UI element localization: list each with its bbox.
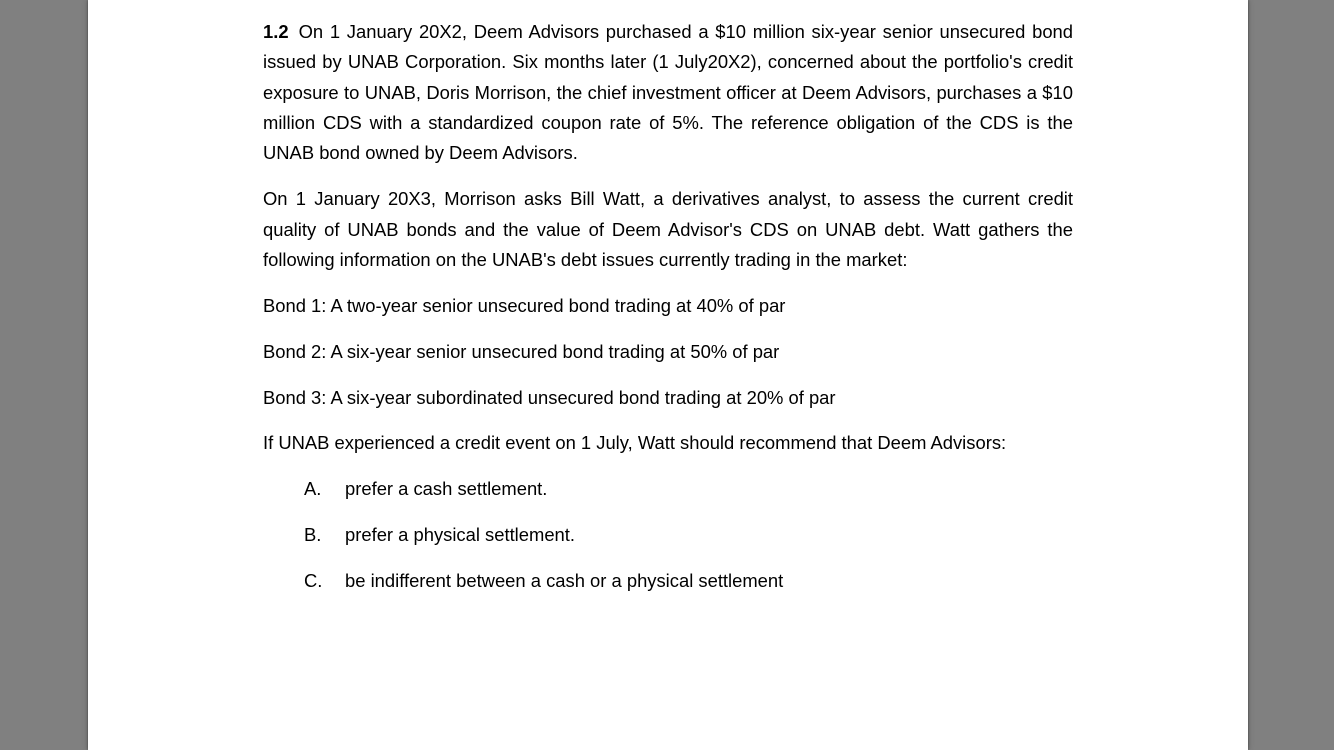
bond-2-line: Bond 2: A six-year senior unsecured bond trading at 50% of par — [263, 341, 780, 363]
question-stem: If UNAB experienced a credit event on 1 July, Watt should recommend that Deem Advisors: — [263, 432, 1007, 454]
option-text: prefer a physical settlement. — [345, 523, 575, 545]
intro-text: On 1 January 20X2, Deem Advisors purchased a $10 million six-year senior unsecured bond issued by UNAB Corporation. Six months later (1 July20X2), concerned about the portfolio's credit exposure to UNAB, Doris Morrison, the chief investment officer at Deem Advisors, purchases a $10 million CDS with a standardized coupon rate of 5%. The reference obligation of the CDS is the UNAB bond owned by Deem Advisors. — [263, 21, 1073, 164]
option-text: be indifferent between a cash or a physical settlement — [345, 569, 784, 591]
option-text: prefer a cash settlement. — [345, 478, 548, 500]
question-number: 1.2 — [263, 21, 289, 42]
option-letter: A. — [304, 478, 322, 500]
option-c[interactable] — [263, 566, 1073, 596]
bond-3-line: Bond 3: A six-year subordinated unsecured bond trading at 20% of par — [263, 386, 836, 408]
context-paragraph: On 1 January 20X3, Morrison asks Bill Watt, a derivatives analyst, to assess the current credit quality of UNAB bonds and the value of Deem Advisor's CDS on UNAB debt. Watt gathers the following information on the UNAB's debt issues currently trading in the market: — [263, 188, 1073, 271]
option-a[interactable] — [263, 474, 1073, 504]
bond-1-line: Bond 1: A two-year senior unsecured bond trading at 40% of par — [263, 295, 786, 317]
document-page — [88, 0, 1248, 750]
question-content — [263, 17, 1073, 611]
option-b[interactable] — [263, 520, 1073, 550]
option-letter: C. — [304, 569, 323, 591]
intro-paragraph — [263, 17, 1073, 168]
option-letter: B. — [304, 523, 322, 545]
